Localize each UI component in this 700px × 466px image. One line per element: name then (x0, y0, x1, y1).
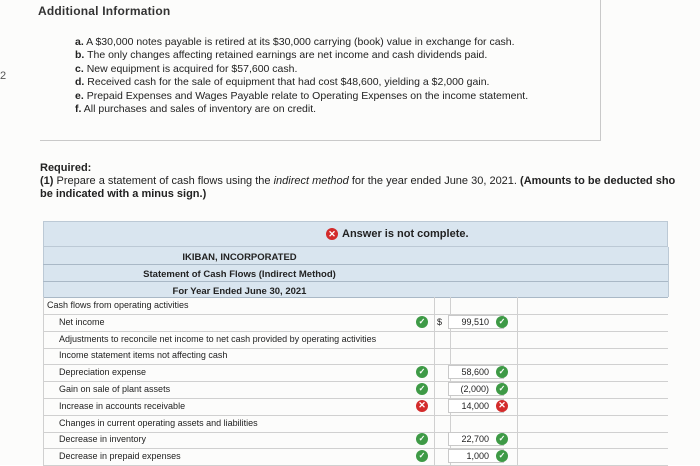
table-row (43, 364, 668, 382)
label-mark (416, 450, 428, 462)
row-label: Increase in accounts receivable (59, 400, 186, 411)
amount-input[interactable]: 58,600 (448, 365, 504, 379)
info-item: e. Prepaid Expenses and Wages Payable relate to Operating Expenses on the income statement. (75, 89, 529, 102)
required-instruction-line2: be indicated with a minus sign.) (40, 188, 207, 200)
answer-status-bar (43, 221, 668, 247)
amount-input[interactable]: 22,700 (448, 432, 504, 446)
label-mark (416, 400, 428, 412)
table-row (43, 314, 668, 332)
row-label: Decrease in inventory (59, 434, 147, 445)
info-list (75, 36, 528, 116)
info-item: d. Received cash for the sale of equipment that had cost $48,600, yielding a $2,000 gain. (75, 76, 490, 89)
statement-header-right (436, 247, 669, 297)
label-mark (416, 366, 428, 378)
row-label: Adjustments to reconcile net income to net cash provided by operating activities (59, 333, 377, 344)
label-mark (416, 316, 428, 328)
question-number: 2 (0, 70, 7, 82)
required-section (40, 162, 675, 201)
correct-check-icon: ✓ (496, 366, 508, 378)
info-item: a. A $30,000 notes payable is retired at its $30,000 carrying (book) value in exchange for cash. (75, 36, 515, 48)
amount-input[interactable]: 99,510 (448, 315, 504, 329)
correct-check-icon: ✓ (496, 316, 508, 328)
amount-mark (496, 433, 508, 445)
row-label: Gain on sale of plant assets (59, 384, 171, 394)
amount-input[interactable]: 14,000 (448, 399, 504, 413)
amount-mark (496, 400, 508, 412)
correct-check-icon: ✓ (416, 433, 428, 445)
header-divider (43, 264, 668, 265)
correct-check-icon: ✓ (416, 316, 428, 328)
row-label: Depreciation expense (59, 367, 147, 378)
amount-mark (496, 366, 508, 378)
dollar-sign: $ (437, 316, 443, 327)
info-title: Additional Information (38, 4, 171, 18)
label-mark (416, 383, 428, 395)
correct-check-icon: ✓ (416, 450, 428, 462)
correct-check-icon: ✓ (416, 383, 428, 395)
table-row (43, 331, 668, 349)
correct-check-icon: ✓ (496, 450, 508, 462)
table-row (43, 381, 668, 399)
header-divider (43, 281, 668, 282)
row-label: Income statement items not affecting cash (59, 350, 228, 361)
amount-input[interactable]: (2,000) (448, 382, 504, 396)
required-label: Required: (40, 162, 92, 174)
row-label: Net income (59, 316, 105, 327)
amount-mark (496, 450, 508, 462)
label-mark (416, 433, 428, 445)
row-label: Cash flows from operating activities (47, 300, 189, 310)
amount-mark (496, 383, 508, 395)
info-item: c. New equipment is acquired for $57,600 cash. (75, 62, 298, 75)
incorrect-icon: ✕ (496, 400, 508, 412)
table-row (43, 297, 668, 315)
answer-status-text: Answer is not complete. (342, 228, 469, 240)
table-row (43, 431, 668, 449)
incorrect-icon: ✕ (416, 400, 428, 412)
table-row (43, 448, 668, 466)
amount-mark (496, 316, 508, 328)
correct-check-icon: ✓ (496, 433, 508, 445)
table-row (43, 398, 668, 416)
statement-title: Statement of Cash Flows (Indirect Method) (143, 269, 336, 280)
statement-period: For Year Ended June 30, 2021 (172, 286, 307, 297)
info-item: b. The only changes affecting retained earnings are net income and cash dividends paid. (75, 49, 488, 62)
table-row (43, 347, 668, 365)
correct-check-icon: ✓ (416, 366, 428, 378)
info-item: f. All purchases and sales of inventory are on credit. (75, 103, 317, 116)
row-label: Decrease in prepaid expenses (59, 451, 181, 462)
table-row (43, 415, 668, 433)
correct-check-icon: ✓ (496, 383, 508, 395)
incorrect-icon: ✕ (326, 228, 338, 240)
row-label: Changes in current operating assets and liabilities (59, 417, 258, 428)
company-name: IKIBAN, INCORPORATED (182, 252, 297, 263)
amount-input[interactable]: 1,000 (448, 449, 504, 463)
answer-status (326, 228, 469, 240)
required-instruction: (1) Prepare a statement of cash flows using the indirect method for the year ended June 30, 2021. (Amounts to be deducted sho (40, 175, 676, 187)
